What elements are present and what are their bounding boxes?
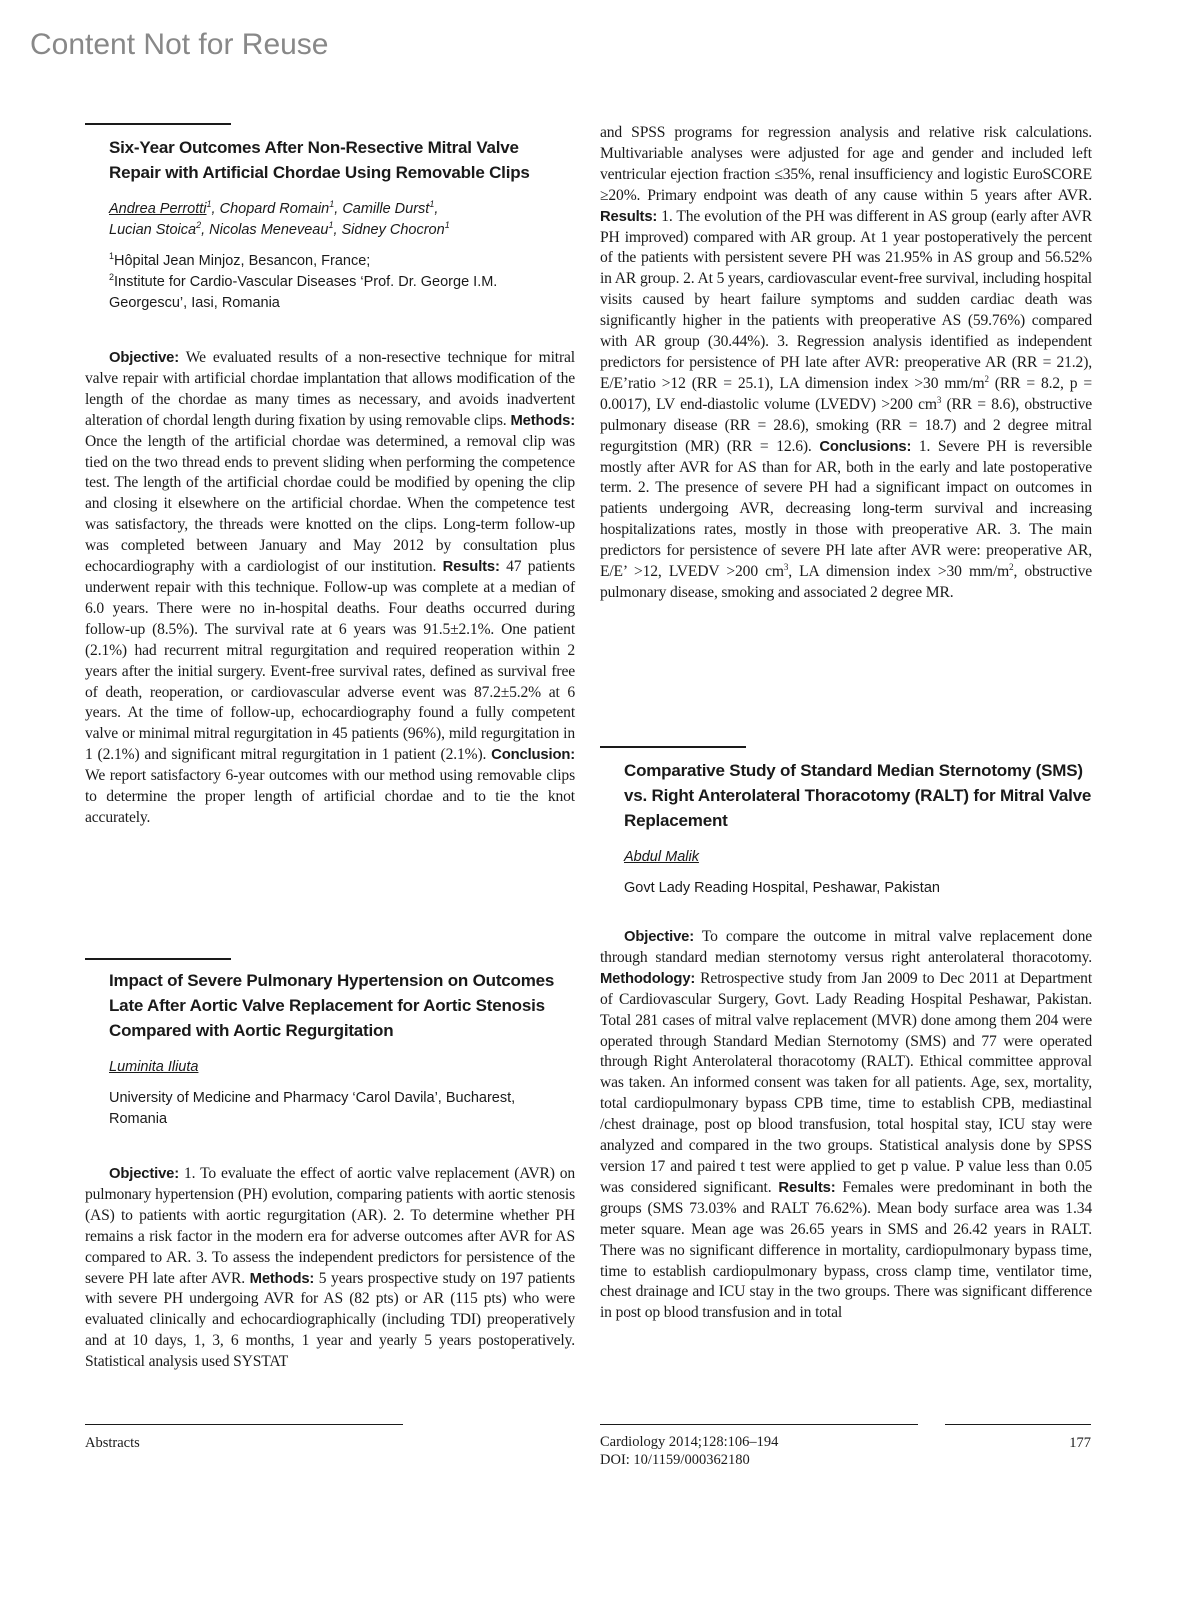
affiliation bbox=[109, 272, 575, 314]
affiliation-sup: 2 bbox=[109, 272, 115, 283]
page-number: 177 bbox=[1069, 1435, 1091, 1451]
author-name: Abdul Malik bbox=[624, 849, 699, 865]
affiliation-sup: 1 bbox=[109, 251, 115, 262]
author-sup: 2 bbox=[196, 220, 202, 231]
abstract-body bbox=[85, 1164, 575, 1373]
results-text: 1. The evolution of the PH was different in AS group (early after AVR PH improved) compared with AR group. At 1 year postoperatively the percent of the patients with persistent severe PH was 21.95% in AS group and 56.52% in AR group. 2. At 5 years, cardiovascular event-free survival, including hospital visits caused by heart failure symptoms and sudden cardiac death was significantly higher in the patients with preoperative AS (59.76%) compared with AR group (30.44%). 3. Regression analysis identified as independent predictors for persistence of PH late after AVR: preoperative AR (RR = 21.2), E/E’ratio >12 (RR = 25.1), LA dimension index >30 mm/m bbox=[600, 207, 1092, 392]
affiliation-text: Govt Lady Reading Hospital, Peshawar, Pakistan bbox=[624, 880, 940, 896]
author-sup: 1 bbox=[206, 199, 212, 210]
conclusions-text: 1. Severe PH is reversible mostly after AVR for AS than for AR, both in the early and late postoperative term. 2. The presence of severe PH had a significant impact on outcomes in patients undergoing AVR, decreasing long-term survival and increasing hospitalizations rates, mostly in those with preoperative AR. 3. The main predictors for persistence of severe PH late after AVR were: preoperative AR, E/E’ >12, LVEDV >200 cm bbox=[600, 437, 1092, 581]
footer-rule-right bbox=[945, 1424, 1091, 1425]
affiliation-text: University of Medicine and Pharmacy ‘Carol Davila’, Bucharest, Romania bbox=[109, 1090, 516, 1127]
author-name: Nicolas Meneveau bbox=[209, 222, 329, 238]
objective-text: To compare the outcome in mitral valve replacement done through standard median sternotomy versus right anterolateral thoracotomy. bbox=[600, 928, 1092, 966]
methods-text-continued: and SPSS programs for regression analysis and relative risk calculations. Multivariable analyses were adjusted for age and gender and included left ventricular ejection fraction ≤35%, renal insufficiency and logistic EuroSCORE ≥20%. Primary endpoint was death of any cause within 5 years after AVR. bbox=[600, 124, 1092, 204]
author-list: Andrea Perrotti$^1$, Chopard Romain$^1$, Camille Durst$^1$, Lucian Stoica$^2$, Nicolas Meneveau$^1$, Sidney Chocron$^1$ bbox=[109, 199, 450, 238]
superscript: 3 bbox=[783, 561, 789, 572]
results-text: (RR = 8.6), obstructive pulmonary disease (RR = 28.6), smoking (RR = 18.7) and 2 degree mitral regurgitstion (MR) (RR = 12.6). bbox=[600, 395, 1093, 455]
footer-doi: DOI: 10/1159/000362180 bbox=[600, 1452, 750, 1468]
right-column bbox=[600, 123, 1092, 604]
article-title: Comparative Study of Standard Median Sternotomy (SMS) vs. Right Anterolateral Thoracotomy (RALT) for Mitral Valve Replacement bbox=[624, 761, 1092, 830]
author-name: Andrea Perrotti bbox=[109, 201, 207, 217]
author-name: Camille Durst bbox=[342, 201, 430, 217]
left-column bbox=[85, 123, 575, 829]
abstract-body bbox=[600, 927, 1092, 1324]
conclusion-text: We report satisfactory 6-year outcomes with our method using removable clips to determine the proper length of artificial chordae and to tie the knot accurately. bbox=[85, 767, 575, 826]
results-text: (RR = 8.2, p = 0.0017), LV end-diastolic volume (LVEDV) >200 cm bbox=[600, 374, 1092, 413]
article-title: Impact of Severe Pulmonary Hypertension on Outcomes Late After Aortic Valve Replacement for Aortic Stenosis Compared with Aortic Regurgitation bbox=[109, 971, 555, 1040]
section-label: Conclusion: bbox=[491, 747, 576, 764]
objective-text: 1. To evaluate the effect of aortic valve replacement (AVR) on pulmonary hypertension (PH) evolution, comparing patients with aortic stenosis (AS) to patients with aortic regurgitation (AR). 2. To determine whether PH remains a risk factor in the modern era for adverse outcomes after AVR for AS compared to AR. 3. To assess the independent predictors for persistence of the severe PH late after AVR. bbox=[85, 1165, 575, 1287]
methods-text: Once the length of the artificial chordae was determined, a removal clip was tied on the two thread ends to prevent sliding when performing the competence test. The length of the artificial chordae could be modified by opening the clip and closing it elsewhere on the artificial chordae. When the competence test was satisfactory, the threads were knotted on the clips. Long-term follow-up was completed between January and May 2012 by consultation plus echocardiography with a cardiologist of our institution. bbox=[85, 432, 575, 576]
author-name: Luminita Iliuta bbox=[109, 1059, 199, 1075]
footer-rule-left bbox=[85, 1424, 403, 1425]
footer-section-label: Abstracts bbox=[85, 1435, 140, 1451]
conclusions-text: , LA dimension index >30 mm/m bbox=[788, 563, 1010, 581]
section-label: Objective: bbox=[109, 1166, 180, 1182]
right-column-second bbox=[600, 746, 1092, 1324]
section-label: Results: bbox=[778, 1179, 836, 1196]
footer-journal: Cardiology 2014;128:106–194 bbox=[600, 1434, 779, 1450]
affiliation-text: Institute for Cardio-Vascular Diseases ‘Prof. Dr. George I.M. Georgescu’, Iasi, Romania bbox=[109, 274, 498, 311]
section-label: Objective: bbox=[109, 350, 180, 366]
watermark: Content Not for Reuse bbox=[30, 28, 329, 61]
article-rule bbox=[85, 958, 231, 960]
section-label: Methodology: bbox=[600, 970, 696, 987]
abstract-body-continued bbox=[600, 123, 1092, 604]
affiliation bbox=[109, 251, 575, 272]
section-label: Objective: bbox=[624, 929, 695, 945]
section-label: Results: bbox=[442, 559, 500, 576]
section-label: Methods: bbox=[249, 1270, 315, 1287]
section-label: Conclusions: bbox=[819, 438, 912, 455]
affiliation-text: Hôpital Jean Minjoz, Besancon, France; bbox=[114, 253, 371, 269]
objective-text: We evaluated results of a non-resective technique for mitral valve repair with artificial chordae implantation that allows modification of the length of the chordae as many times as necessary, and avoids inadvertent alteration of chordal length during fixation by using removable clips. bbox=[85, 349, 575, 429]
superscript: 2 bbox=[984, 373, 989, 384]
conclusions-text: , obstructive pulmonary disease, smoking and associated 2 degree MR. bbox=[600, 563, 1092, 601]
article-header-iliuta bbox=[85, 968, 575, 1130]
author-sup: 1 bbox=[328, 220, 334, 231]
methods-text: 5 years prospective study on 197 patients with severe PH undergoing AVR for AS (82 pts) or AR (115 pts) who were evaluated clinically and echocardiographically (including TDI) preoperatively and at 10 days, 1, 3, 6 months, 1 year and yearly 5 years postoperatively. Statistical analysis used SYSTAT bbox=[85, 1269, 576, 1371]
author-name: Chopard Romain bbox=[219, 201, 330, 217]
article-header-malik bbox=[600, 758, 1092, 899]
author-name: Sidney Chocron bbox=[341, 222, 445, 238]
left-column-second bbox=[85, 958, 575, 1373]
author-sup: 1 bbox=[444, 220, 450, 231]
author-name: Lucian Stoica bbox=[109, 222, 197, 238]
footer-rule-mid bbox=[600, 1424, 918, 1425]
abstract-body bbox=[85, 348, 575, 829]
article-rule bbox=[85, 123, 231, 125]
article-header-perrotti bbox=[85, 135, 575, 314]
methodology-text: Retrospective study from Jan 2009 to Dec 2011 at Department of Cardiovascular Surgery, Govt. Lady Reading Hospital Peshawar, Pakistan. Total 281 cases of mitral valve replacement (MVR) done among them 204 were operated through Standard Median Sternotomy (SMS) and 77 were operated through Right Anterolateral thoracotomy (RALT). Ethical committee approval was taken. An informed consent was taken for all patients. Age, sex, mortality, total cardiopulmonary bypass CPB time, time to establish CPB, mediastinal /chest drainage, post op blood transfusion, total hospital stay, ICU stay were analyzed and compared in the two groups. Statistical analysis done by SPSS version 17 and paired t test were applied to get p value. P value less than 0.05 was considered significant. bbox=[600, 969, 1092, 1196]
results-text: 47 patients underwent repair with this technique. Follow-up was complete at a median of 6.0 years. There were no in-hospital deaths. Four deaths occurred during follow-up (8.5%). The survival rate at 6 years was 91.5±2.1%. One patient (2.1%) had recurrent mitral regurgitation and required reoperation within 2 years after the initial surgery. Event-free survival rates, defined as survival free of death, reoperation, or cardiovascular adverse event was 87.2±5.2% at 6 years. At the time of follow-up, echocardiography found a fully competent valve or minimal mitral regurgitation in 45 patients (96%), mild regurgitation in 1 (2.1%) and significant mitral regurgitation in 1 patient (2.1%). bbox=[85, 558, 576, 764]
affiliations bbox=[109, 251, 575, 314]
results-text: Females were predominant in both the groups (SMS 73.03% and RALT 76.62%). Mean body surface area was 1.34 meter square. Mean age was 26.65 years in SMS and 26.42 years in RALT. There was no significant difference in mortality, cardiopulmonary bypass time, time to establish cardiopulmonary bypass, cross clamp time, ventilator time, chest drainage and ICU stay in the two groups. There was significant difference in post op blood transfusion and in total bbox=[600, 1178, 1092, 1322]
superscript: 3 bbox=[936, 394, 942, 405]
article-rule bbox=[600, 746, 746, 748]
superscript: 2 bbox=[1009, 561, 1014, 572]
author-sup: 1 bbox=[429, 199, 435, 210]
section-label: Methods: bbox=[510, 412, 576, 429]
section-label: Results: bbox=[600, 208, 658, 225]
author-sup: 1 bbox=[329, 199, 335, 210]
article-title: Six-Year Outcomes After Non-Resective Mitral Valve Repair with Artificial Chordae Using Removable Clips bbox=[109, 138, 530, 182]
